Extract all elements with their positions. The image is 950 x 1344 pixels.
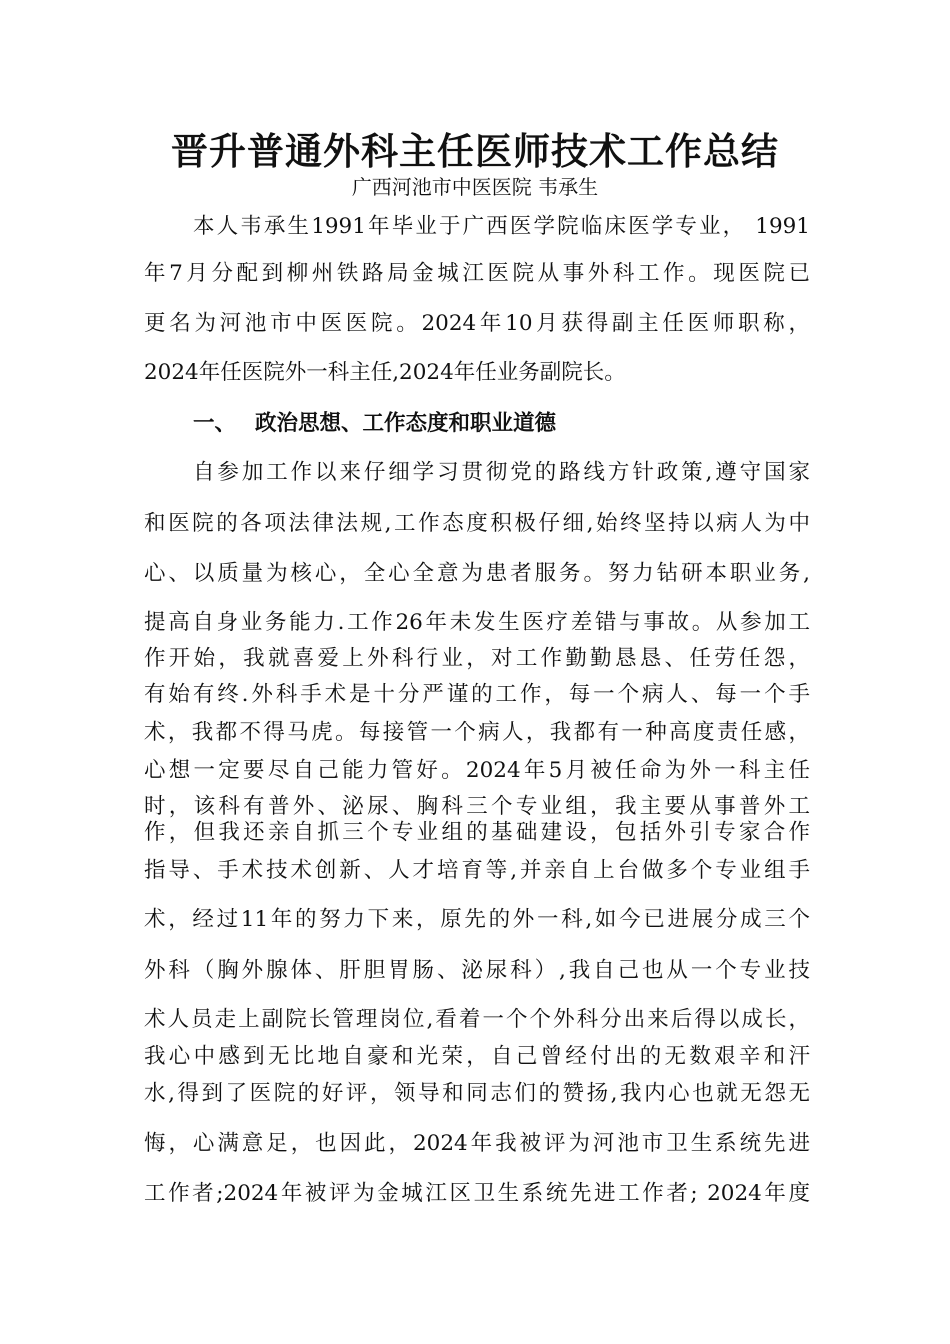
text-line: 本人韦承生1991年毕业于广西医学院临床医学专业， 1991 <box>193 214 810 239</box>
text-line: 自参加工作以来仔细学习贯彻党的路线方针政策,遵守国家 <box>193 460 810 485</box>
text-line: 提高自身业务能力.工作26年未发生医疗差错与事故。从参加工 <box>144 610 810 635</box>
text-line: 术，我都不得马虎。每接管一个病人，我都有一种高度责任感， <box>144 720 810 745</box>
text-line: 心想一定要尽自己能力管好。2024年5月被任命为外一科主任 <box>144 758 810 783</box>
section-heading-text: 政治思想、工作态度和职业道德 <box>255 411 557 436</box>
text-line: 心、以质量为核心，全心全意为患者服务。努力钻研本职业务, <box>144 561 810 586</box>
text-line: 水,得到了医院的好评，领导和同志们的赞扬,我内心也就无怨无 <box>144 1081 810 1106</box>
text-line: 作开始，我就喜爱上外科行业，对工作勤勤恳恳、任劳任怨， <box>144 646 810 671</box>
text-line: 术人员走上副院长管理岗位,看着一个个外科分出来后得以成长， <box>144 1007 810 1032</box>
text-line: 我心中感到无比地自豪和光荣，自己曾经付出的无数艰辛和汗 <box>144 1044 810 1069</box>
text-line: 时，该科有普外、泌尿、胸科三个专业组，我主要从事普外工 <box>144 794 810 819</box>
text-line: 作，但我还亲自抓三个专业组的基础建设，包括外引专家合作 <box>144 820 810 845</box>
text-line: 术，经过11年的努力下来，原先的外一科,如今已进展分成三个 <box>144 907 810 932</box>
text-line: 指导、手术技术创新、人才培育等,并亲自上台做多个专业组手 <box>144 858 810 883</box>
text-line: 有始有终.外科手术是十分严谨的工作，每一个病人、每一个手 <box>144 682 810 707</box>
text-line: 年7月分配到柳州铁路局金城江医院从事外科工作。现医院已 <box>144 261 810 286</box>
document-title: 晋升普通外科主任医师技术工作总结 <box>171 129 779 173</box>
text-line: 更名为河池市中医医院。2024年10月获得副主任医师职称， <box>144 311 810 336</box>
document-author: 广西河池市中医医院 韦承生 <box>351 175 599 199</box>
text-line: 工作者;2024年被评为金城江区卫生系统先进工作者; 2024年度 <box>144 1181 810 1206</box>
section-heading <box>193 408 556 440</box>
text-line: 和医院的各项法律法规,工作态度积极仔细,始终坚持以病人为中 <box>144 511 810 536</box>
section-number: 一、 <box>193 411 237 436</box>
text-line: 外科（胸外腺体、肝胆胃肠、泌尿科）,我自己也从一个专业技 <box>144 958 810 983</box>
text-line: 悔，心满意足，也因此，2024年我被评为河池市卫生系统先进 <box>144 1131 810 1156</box>
text-line: 2024年任医院外一科主任,2024年任业务副院长。 <box>144 360 626 385</box>
